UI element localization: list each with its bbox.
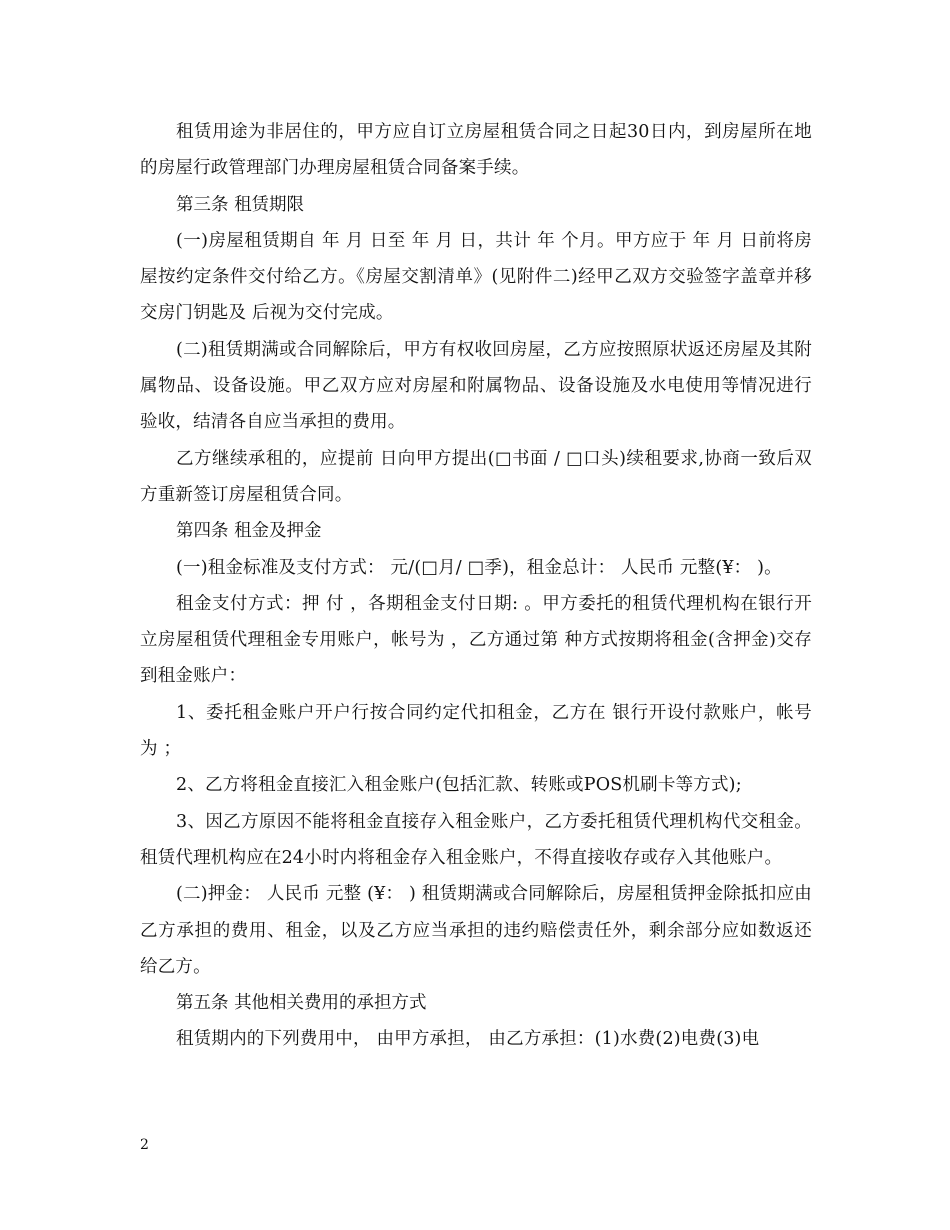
paragraph-rent-payment: 租金支付方式：押 付 ，各期租金支付日期: 。甲方委托的租赁代理机构在银行开立房屋租赁代理租金专用账户，帐号为 ，乙方通过第 种方式按期将租金(含押金)交存到租金账户： (140, 593, 812, 687)
paragraph-lease-expiry: (二)租赁期满或合同解除后，甲方有权收回房屋，乙方应按照原状返还房屋及其附属物品、设备设施。甲乙双方应对房屋和附属物品、设备设施及水电使用等情况进行验收，结清各自应当承担的费用。 (140, 339, 812, 433)
paragraph-deposit: (二)押金： 人民币 元整 (¥： ) 租赁期满或合同解除后，房屋租赁押金除抵扣应由乙方承担的费用、租金，以及乙方应当承担的违约赔偿责任外，剩余部分应如数返还给乙方。 (140, 884, 812, 977)
paragraph-payment-method-2: 2、乙方将租金直接汇入租金账户(包括汇款、转账或POS机刷卡等方式); (176, 775, 742, 796)
paragraph-lease-term: (一)房屋租赁期自 年 月 日至 年 月 日，共计 年 个月。甲方应于 年 月 日前将房屋按约定条件交付给乙方。《房屋交割清单》(见附件二)经甲乙双方交验签字盖章并移交房门钥匙及 后视为交付完成。 (140, 230, 812, 324)
paragraph-other-fees: 租赁期内的下列费用中， 由甲方承担， 由乙方承担：(1)水费(2)电费(3)电 (176, 1029, 760, 1050)
section-heading-article-3: 第三条 租赁期限 (176, 194, 305, 215)
paragraph-payment-method-1: 1、委托租金账户开户行按合同约定代扣租金，乙方在 银行开设付款账户，帐号为 ； (140, 702, 812, 760)
paragraph-renewal: 乙方继续承租的，应提前 日向甲方提出(□书面 / □口头)续租要求,协商一致后双方重新签订房屋租赁合同。 (140, 448, 812, 505)
section-heading-article-4: 第四条 租金及押金 (176, 521, 322, 542)
page-number: 2 (140, 1137, 149, 1153)
paragraph-filing: 租赁用途为非居住的，甲方应自订立房屋租赁合同之日起30日内，到房屋所在地的房屋行政管理部门办理房屋租赁合同备案手续。 (140, 122, 812, 179)
paragraph-payment-method-3: 3、因乙方原因不能将租金直接存入租金账户，乙方委托租赁代理机构代交租金。租赁代理机构应在24小时内将租金存入租金账户，不得直接收存或存入其他账户。 (140, 811, 812, 868)
document-body (140, 114, 812, 1058)
section-heading-article-5: 第五条 其他相关费用的承担方式 (176, 993, 427, 1014)
paragraph-rent-standard: (一)租金标准及支付方式： 元/(□月/ □季)，租金总计： 人民币 元整(¥： )。 (176, 557, 782, 578)
